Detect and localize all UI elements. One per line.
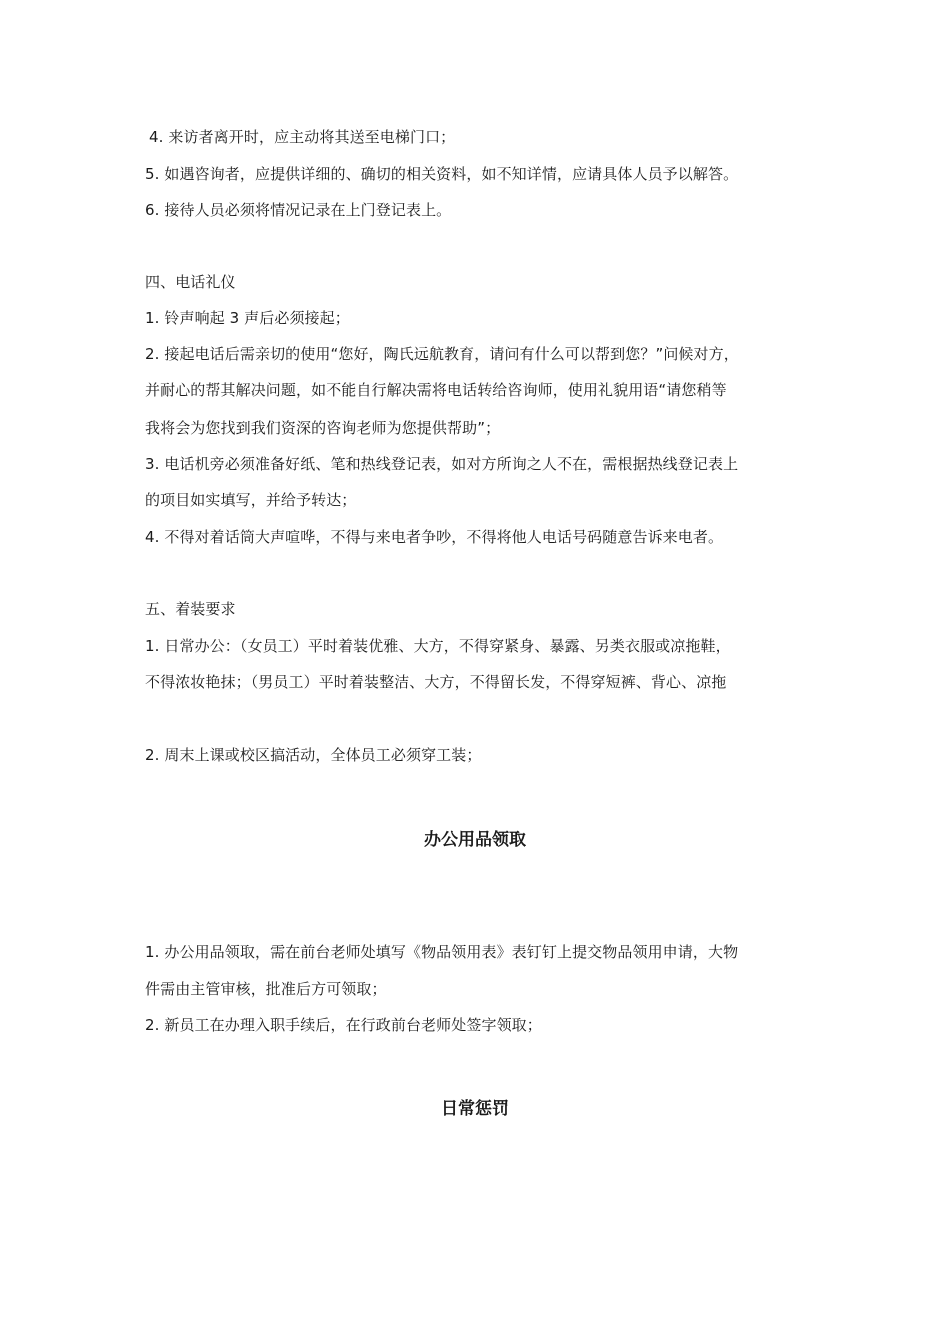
dress-item-1-line-2: 不得浓妆艳抹；（男员工）平时着装整洁、大方，不得留长发，不得穿短裤、背心、凉拖 bbox=[145, 673, 727, 691]
supplies-item-2: 2. 新员工在办理入职手续后，在行政前台老师处签字领取； bbox=[145, 1016, 542, 1034]
dress-item-2: 2. 周末上课或校区搞活动，全体员工必须穿工装； bbox=[145, 746, 482, 764]
reception-item-6: 6. 接待人员必须将情况记录在上门登记表上。 bbox=[145, 201, 452, 219]
supplies-item-1-line-2: 件需由主管审核，批准后方可领取； bbox=[145, 980, 387, 998]
phone-item-3-line-2: 的项目如实填写，并给予转达； bbox=[145, 491, 357, 509]
phone-item-1: 1. 铃声响起 3 声后必须接起； bbox=[145, 309, 350, 327]
supplies-item-1-line-1: 1. 办公用品领取，需在前台老师处填写《物品领用表》表钉钉上提交物品领用申请，大物 bbox=[145, 943, 739, 961]
reception-item-5: 5. 如遇咨询者，应提供详细的、确切的相关资料，如不知详情，应请具体人员予以解答。 bbox=[145, 165, 739, 183]
phone-item-4: 4. 不得对着话筒大声喧哗，不得与来电者争吵，不得将他人电话号码随意告诉来电者。 bbox=[145, 528, 724, 546]
section-title-dress: 五、着装要求 bbox=[145, 600, 236, 618]
phone-item-3-line-1: 3. 电话机旁必须准备好纸、笔和热线登记表，如对方所询之人不在，需根据热线登记表上 bbox=[145, 455, 739, 473]
section-heading-penalty: 日常惩罚 bbox=[441, 1099, 509, 1119]
phone-item-2-line-2: 并耐心的帮其解决问题，如不能自行解决需将电话转给咨询师，使用礼貌用语“请您稍等 bbox=[145, 381, 727, 399]
phone-item-2-line-1: 2. 接起电话后需亲切的使用“您好，陶氏远航教育，请问有什么可以帮到您？”问候对方， bbox=[145, 345, 739, 363]
section-heading-supplies: 办公用品领取 bbox=[424, 830, 526, 850]
reception-item-4: 4. 来访者离开时，应主动将其送至电梯门口； bbox=[149, 128, 456, 146]
section-title-phone: 四、电话礼仪 bbox=[145, 273, 236, 291]
phone-item-2-line-3: 我将会为您找到我们资深的咨询老师为您提供帮助”； bbox=[145, 419, 501, 437]
dress-item-1-line-1: 1. 日常办公：（女员工）平时着装优雅、大方，不得穿紧身、暴露、另类衣服或凉拖鞋， bbox=[145, 637, 731, 655]
